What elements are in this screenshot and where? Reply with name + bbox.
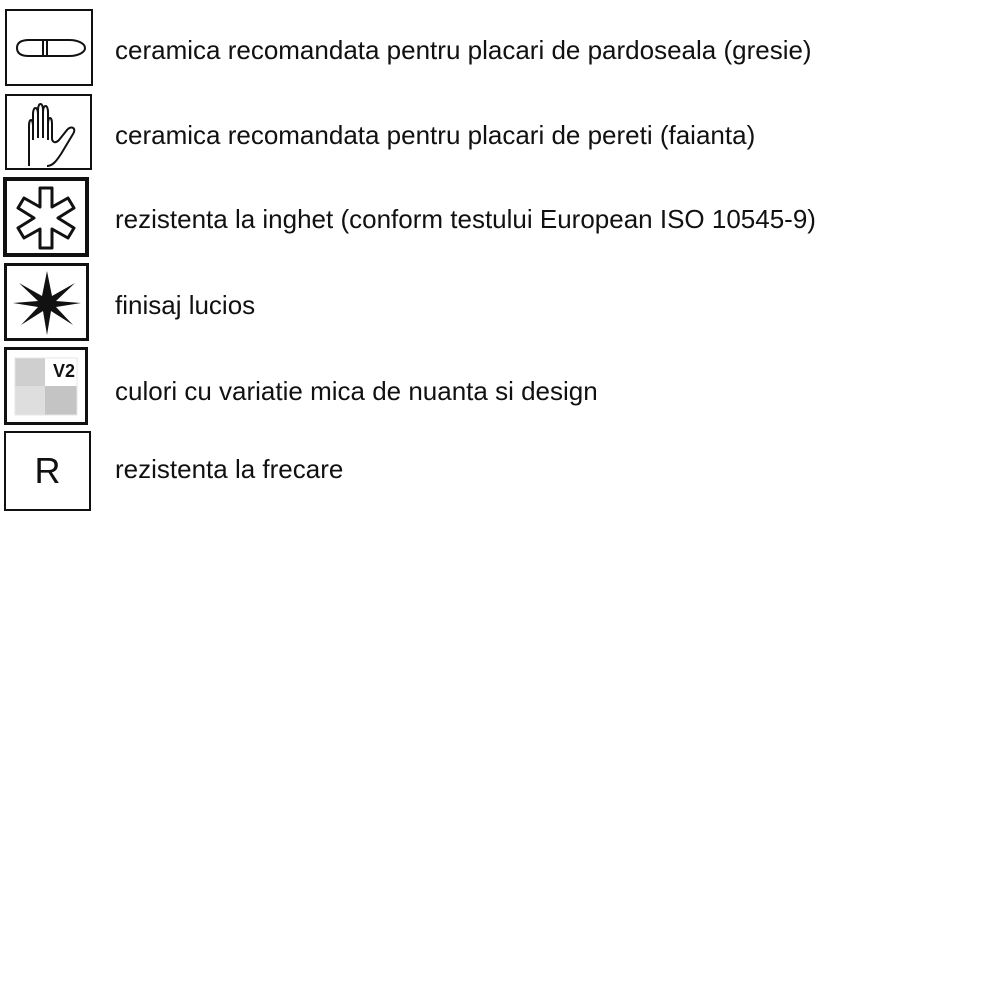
legend-row-floor — [0, 0, 1000, 90]
legend-label-floor: ceramica recomandata pentru placari de pardoseala (gresie) — [115, 35, 812, 65]
legend-label-gloss: finisaj lucios — [115, 290, 256, 320]
legend-label-wall: ceramica recomandata pentru placari de pereti (faianta) — [115, 120, 756, 150]
legend-row-frost — [0, 176, 1000, 260]
hand-icon — [5, 94, 92, 170]
shade-variation-code: V2 — [52, 361, 75, 381]
legend-label-shade: culori cu variatie mica de nuanta si design — [115, 376, 598, 406]
gloss-star-icon — [4, 263, 89, 341]
frost-asterisk-icon — [3, 177, 89, 257]
legend-label-frost: rezistenta la inghet (conform testului European ISO 10545-9) — [115, 204, 816, 234]
r-letter-icon — [4, 431, 91, 511]
shade-variation-v2-icon — [4, 347, 88, 425]
legend-row-shade — [0, 346, 1000, 428]
legend-row-abrasion — [0, 430, 1000, 512]
footprint-icon — [5, 9, 93, 86]
legend-row-gloss — [0, 262, 1000, 344]
legend-label-abrasion: rezistenta la frecare — [115, 454, 344, 484]
abrasion-letter: R — [34, 450, 61, 491]
legend-row-wall — [0, 92, 1000, 172]
